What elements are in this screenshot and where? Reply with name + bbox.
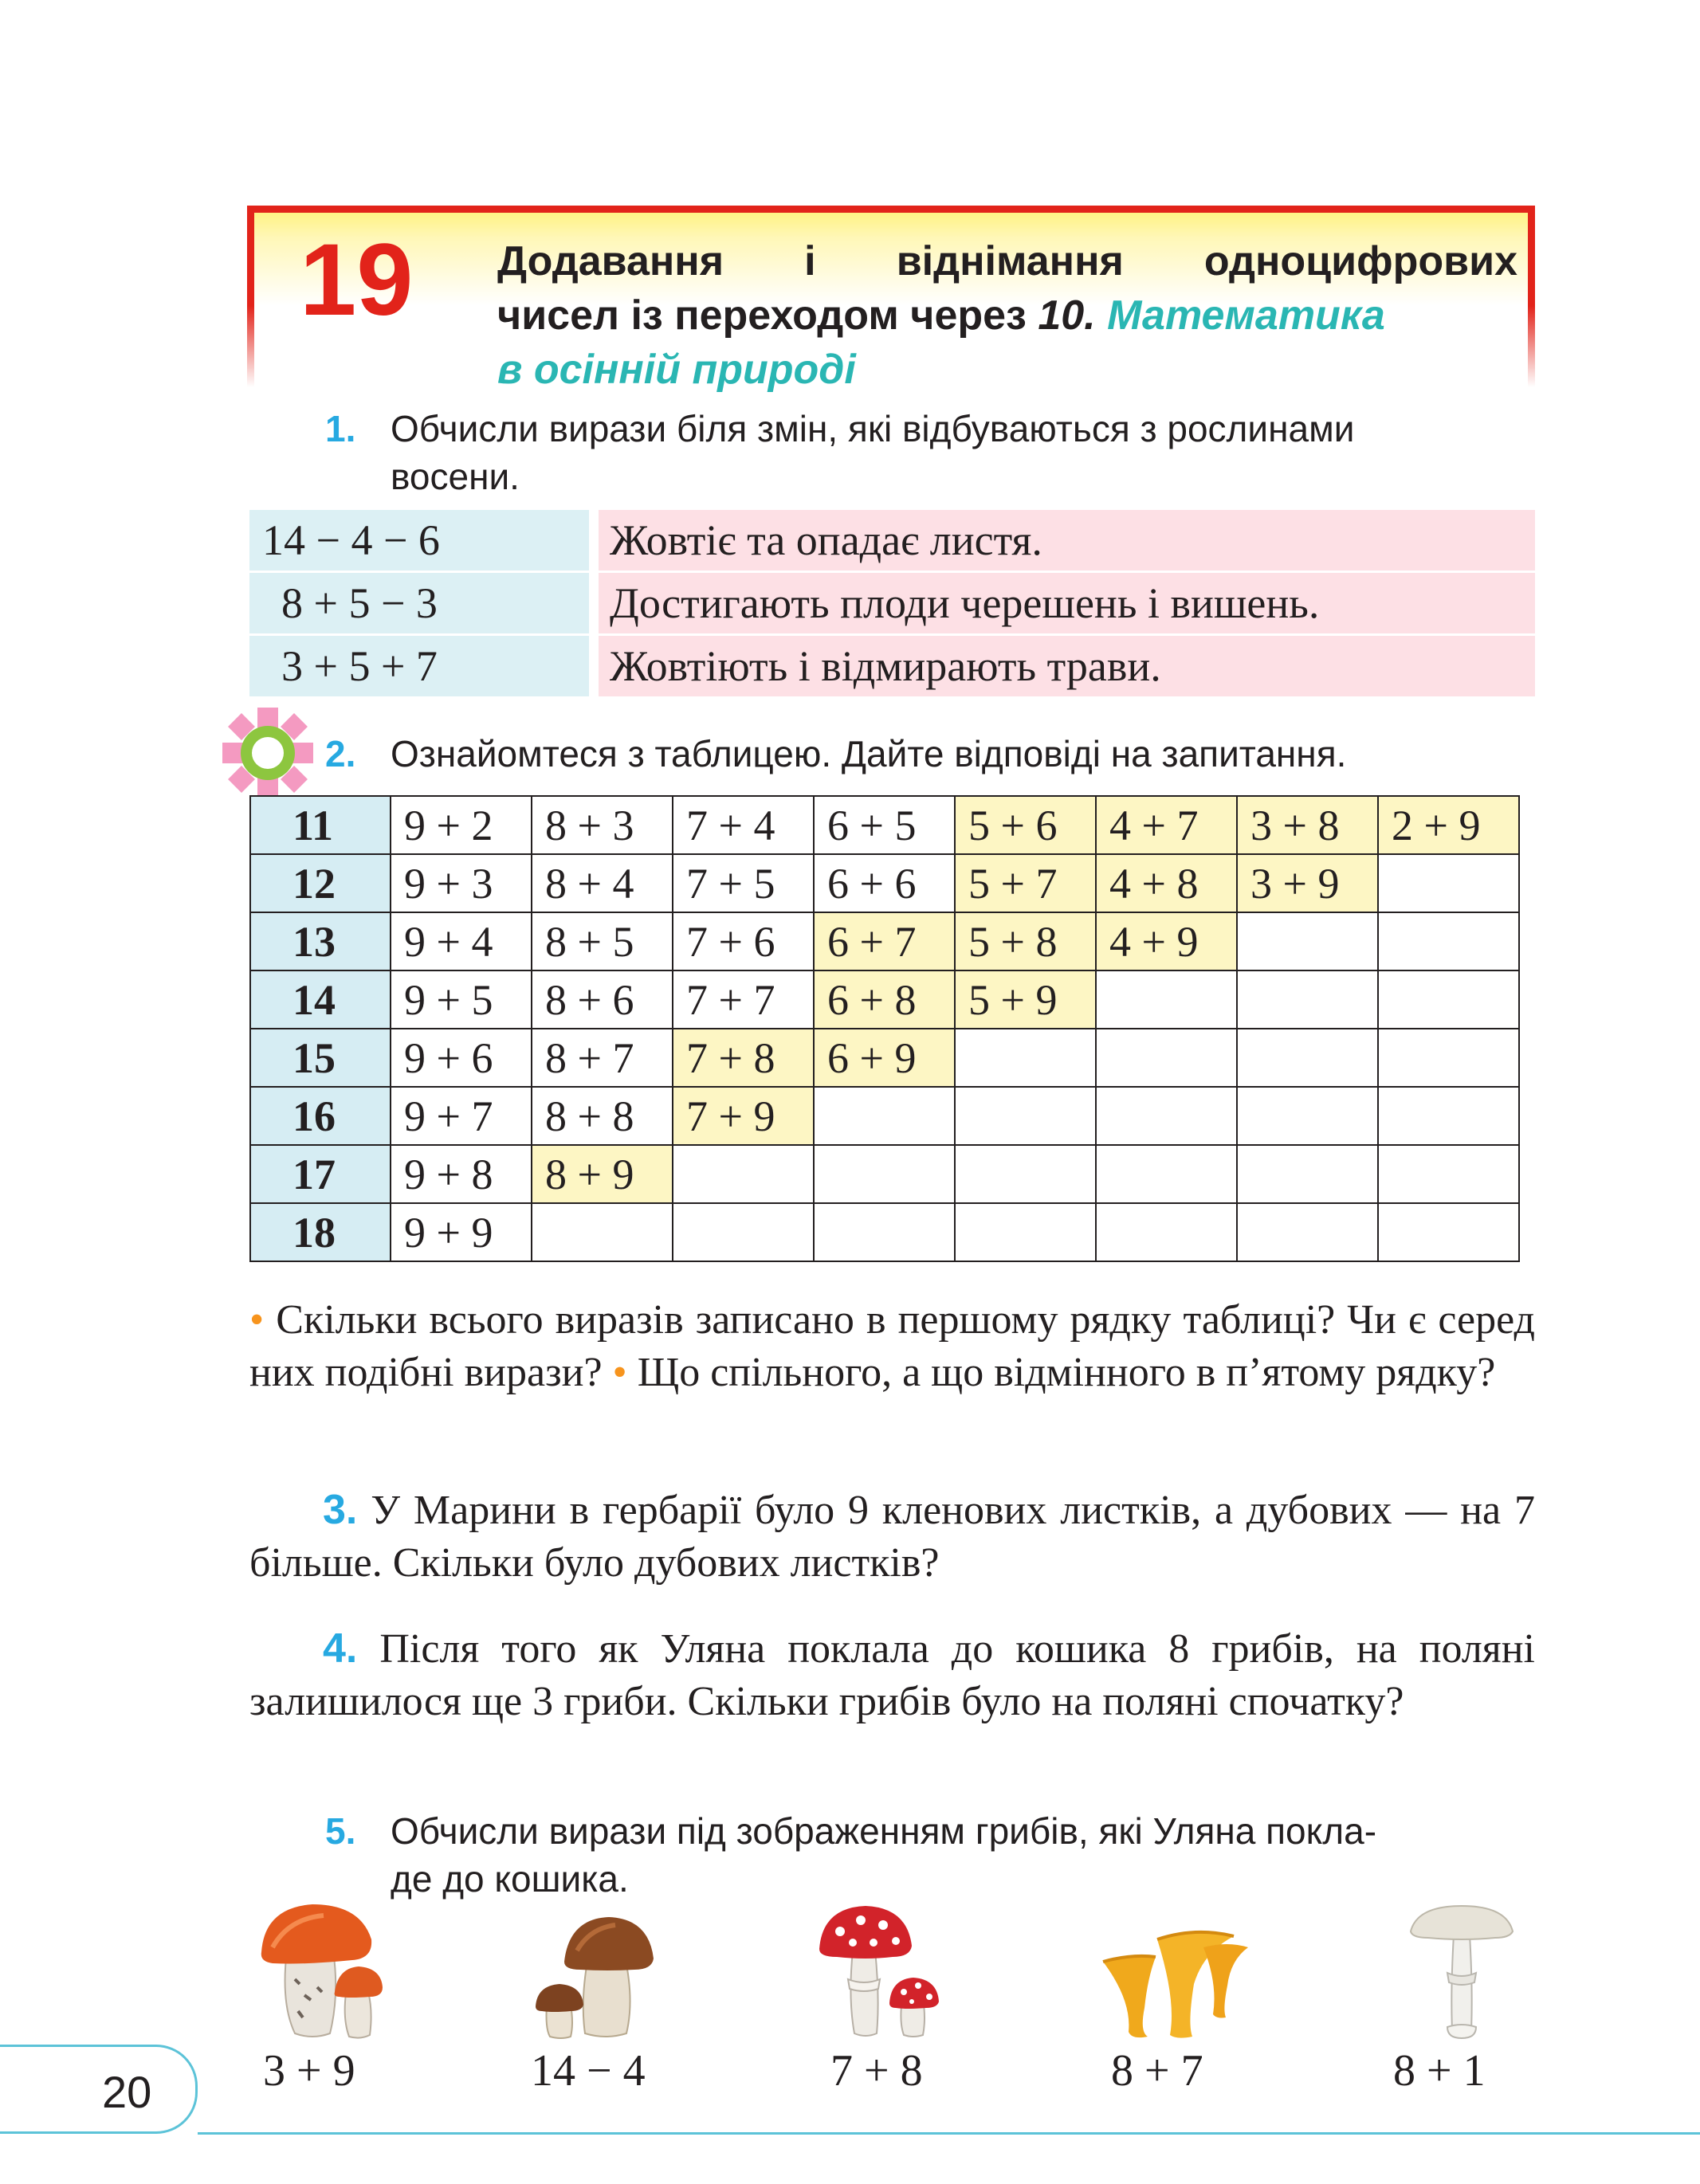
row-sum-header: 11 xyxy=(250,796,391,854)
lesson-title-part: чисел із переходом через xyxy=(497,292,1038,339)
task1-text-line2: восени. xyxy=(391,456,520,497)
chanterelle-icon xyxy=(1100,1920,1251,2040)
mushroom-expression: 14 − 4 xyxy=(531,2046,646,2096)
lesson-title xyxy=(497,234,1517,397)
task4-prompt xyxy=(249,1622,1535,1728)
addition-cell: 7 + 9 xyxy=(673,1087,814,1145)
addition-table xyxy=(249,795,1520,1262)
table-row xyxy=(250,1203,1519,1261)
table-row xyxy=(249,510,1535,572)
empty-cell xyxy=(955,1029,1096,1087)
addition-cell: 5 + 6 xyxy=(955,796,1096,854)
orange-cap-boletus-icon xyxy=(257,1900,391,2040)
empty-cell xyxy=(1096,1029,1237,1087)
empty-cell xyxy=(1378,1029,1519,1087)
addition-cell: 9 + 8 xyxy=(391,1145,532,1203)
addition-cell: 8 + 7 xyxy=(532,1029,673,1087)
lesson-title-ten: 10. xyxy=(1038,292,1096,339)
addition-cell: 6 + 8 xyxy=(814,970,955,1029)
addition-cell: 9 + 9 xyxy=(391,1203,532,1261)
page-number: 20 xyxy=(102,2067,152,2117)
task1-number: 1. xyxy=(325,408,356,449)
task4-number: 4. xyxy=(323,1625,358,1672)
empty-cell xyxy=(1096,1145,1237,1203)
empty-cell xyxy=(1237,1203,1378,1261)
addition-cell: 9 + 3 xyxy=(391,854,532,912)
empty-cell xyxy=(1378,912,1519,970)
task2-question1: Скільки всього виразів записано в першому рядку таблиці? Чи є серед них подібні вирази? xyxy=(249,1297,1535,1395)
task1-expression: 14 − 4 − 6 xyxy=(249,510,594,572)
task2-prompt xyxy=(325,730,1537,778)
flower-icon xyxy=(221,706,315,800)
task2-question2: Що спільного, а що відмінного в п’ятому рядку? xyxy=(637,1350,1496,1395)
addition-cell: 4 + 9 xyxy=(1096,912,1237,970)
page-number-tab xyxy=(0,2045,198,2134)
mushroom-expression: 8 + 1 xyxy=(1393,2046,1486,2096)
addition-cell: 4 + 8 xyxy=(1096,854,1237,912)
mushroom-expression: 3 + 9 xyxy=(263,2046,355,2096)
row-sum-header: 13 xyxy=(250,912,391,970)
addition-cell: 9 + 4 xyxy=(391,912,532,970)
empty-cell xyxy=(1378,1145,1519,1203)
addition-cell: 6 + 7 xyxy=(814,912,955,970)
banner-top-border xyxy=(247,206,1535,213)
empty-cell xyxy=(532,1203,673,1261)
row-sum-header: 14 xyxy=(250,970,391,1029)
row-sum-header: 15 xyxy=(250,1029,391,1087)
addition-cell: 3 + 9 xyxy=(1237,854,1378,912)
task5-number: 5. xyxy=(325,1810,356,1852)
bullet-icon: • xyxy=(612,1350,627,1395)
addition-cell: 9 + 2 xyxy=(391,796,532,854)
addition-cell: 7 + 8 xyxy=(673,1029,814,1087)
row-sum-header: 16 xyxy=(250,1087,391,1145)
bullet-icon: • xyxy=(249,1297,265,1343)
addition-cell: 4 + 7 xyxy=(1096,796,1237,854)
empty-cell xyxy=(1096,970,1237,1029)
addition-cell: 6 + 9 xyxy=(814,1029,955,1087)
task5-text-line1: Обчисли вирази під зображенням грибів, які Уляна покла- xyxy=(391,1810,1377,1852)
task2-number: 2. xyxy=(325,733,356,774)
banner-right-border xyxy=(1528,206,1535,387)
empty-cell xyxy=(1378,1203,1519,1261)
empty-cell xyxy=(1378,854,1519,912)
task1-expression: 8 + 5 − 3 xyxy=(249,572,594,635)
empty-cell xyxy=(1237,1029,1378,1087)
task1-statement: Достигають плоди черешень і вишень. xyxy=(594,572,1535,635)
addition-cell: 9 + 6 xyxy=(391,1029,532,1087)
task3-prompt xyxy=(249,1484,1535,1590)
task1-expression: 3 + 5 + 7 xyxy=(249,635,594,697)
addition-cell: 9 + 7 xyxy=(391,1087,532,1145)
empty-cell xyxy=(1237,970,1378,1029)
empty-cell xyxy=(1237,1145,1378,1203)
empty-cell xyxy=(1096,1203,1237,1261)
addition-cell: 8 + 3 xyxy=(532,796,673,854)
addition-cell: 8 + 6 xyxy=(532,970,673,1029)
empty-cell xyxy=(955,1087,1096,1145)
task2-questions xyxy=(249,1294,1535,1399)
task4-text: Після того як Уляна поклала до кошика 8 грибів, на поляні залишилося ще 3 гриби. Скільки грибів було на поляні спочатку? xyxy=(249,1626,1535,1724)
table-row xyxy=(250,970,1519,1029)
table-row xyxy=(249,635,1535,697)
addition-cell: 7 + 4 xyxy=(673,796,814,854)
addition-cell: 8 + 8 xyxy=(532,1087,673,1145)
table-row xyxy=(250,1029,1519,1087)
addition-cell: 5 + 7 xyxy=(955,854,1096,912)
banner-left-border xyxy=(247,206,254,387)
task1-statement: Жовтіє та опадає листя. xyxy=(594,510,1535,572)
empty-cell xyxy=(673,1145,814,1203)
porcini-mushroom-icon xyxy=(532,1912,666,2040)
addition-cell: 2 + 9 xyxy=(1378,796,1519,854)
empty-cell xyxy=(955,1203,1096,1261)
row-sum-header: 12 xyxy=(250,854,391,912)
fly-agaric-icon xyxy=(816,1903,944,2038)
addition-cell: 9 + 5 xyxy=(391,970,532,1029)
addition-cell: 5 + 8 xyxy=(955,912,1096,970)
lesson-title-line1: Додавання і віднімання одноцифрових xyxy=(497,238,1517,284)
addition-cell: 7 + 7 xyxy=(673,970,814,1029)
mushroom-expression: 7 + 8 xyxy=(830,2046,923,2096)
task3-number: 3. xyxy=(323,1487,358,1533)
task1-table xyxy=(249,510,1535,696)
empty-cell xyxy=(1096,1087,1237,1145)
empty-cell xyxy=(1237,1087,1378,1145)
addition-cell: 8 + 5 xyxy=(532,912,673,970)
empty-cell xyxy=(814,1087,955,1145)
addition-cell: 6 + 6 xyxy=(814,854,955,912)
task2-text: Ознайомтеся з таблицею. Дайте відповіді на запитання. xyxy=(391,733,1347,774)
lesson-topic-part2: в осінній природі xyxy=(497,347,856,393)
task5-prompt xyxy=(325,1807,1537,1903)
task1-text-line1: Обчисли вирази біля змін, які відбуваються з рослинами xyxy=(391,408,1355,449)
lesson-title-line2 xyxy=(497,288,1517,343)
empty-cell xyxy=(1378,970,1519,1029)
addition-cell: 8 + 4 xyxy=(532,854,673,912)
table-row xyxy=(250,854,1519,912)
empty-cell xyxy=(673,1203,814,1261)
lesson-topic-part1: Математика xyxy=(1107,292,1385,339)
empty-cell xyxy=(1237,912,1378,970)
task3-text: У Марини в гербарії було 9 кленових листків, а дубових — на 7 більше. Скільки було дубових листків? xyxy=(249,1488,1536,1586)
mushroom-expression: 8 + 7 xyxy=(1111,2046,1203,2096)
empty-cell xyxy=(955,1145,1096,1203)
addition-cell: 6 + 5 xyxy=(814,796,955,854)
table-row xyxy=(250,1087,1519,1145)
addition-cell: 5 + 9 xyxy=(955,970,1096,1029)
task1-prompt xyxy=(325,405,1537,500)
empty-cell xyxy=(1378,1087,1519,1145)
table-row xyxy=(250,796,1519,854)
footer-divider xyxy=(198,2132,1700,2135)
task5-text-line2: де до кошика. xyxy=(391,1858,629,1900)
table-row xyxy=(250,912,1519,970)
empty-cell xyxy=(814,1145,955,1203)
row-sum-header: 17 xyxy=(250,1145,391,1203)
empty-cell xyxy=(814,1203,955,1261)
task1-statement: Жовтіють і відмирають трави. xyxy=(594,635,1535,697)
lesson-number: 19 xyxy=(300,223,414,337)
addition-cell: 7 + 6 xyxy=(673,912,814,970)
lesson-header-banner xyxy=(247,206,1535,393)
table-row xyxy=(250,1145,1519,1203)
addition-cell: 3 + 8 xyxy=(1237,796,1378,854)
table-row xyxy=(249,572,1535,635)
addition-cell: 7 + 5 xyxy=(673,854,814,912)
row-sum-header: 18 xyxy=(250,1203,391,1261)
white-toadstool-icon xyxy=(1408,1903,1516,2040)
addition-cell: 8 + 9 xyxy=(532,1145,673,1203)
